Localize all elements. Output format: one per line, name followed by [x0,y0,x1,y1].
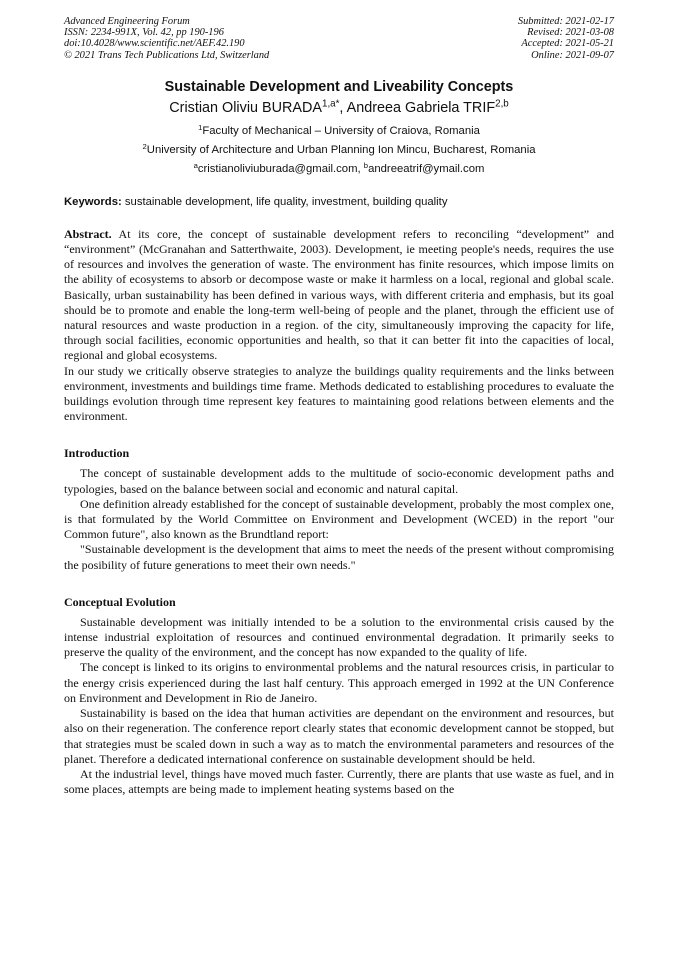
email-line [64,160,614,175]
author-name-2: Andreea Gabriela TRIF [346,99,496,116]
paper-title: Sustainable Development and Liveability Concepts [164,78,514,95]
doi-line: doi:10.4028/www.scientific.net/AEF.42.190 [64,38,245,50]
affiliation-sup-1: 1 [198,122,203,132]
affiliation-text-2: University of Architecture and Urban Planning Ion Mincu, Bucharest, Romania [146,143,536,156]
keywords [64,196,614,208]
abstract-label: Abstract. [64,226,112,241]
abstract [64,227,614,425]
email-sup-2: b [363,160,369,170]
intro-paragraph-1: The concept of sustainable development adds to the multitude of socio-economic development paths and typologies, based on the balance between social and economic and natural capital. [64,466,614,496]
email-1: cristianoliviuburada@gmail.com [197,162,358,175]
accepted-date: Accepted: 2021-05-21 [521,38,614,50]
revised-date: Revised: 2021-03-08 [527,27,614,39]
author-name-1: Cristian Oliviu BURADA [169,99,322,116]
journal-info [64,16,269,61]
conceptual-paragraph-3: Sustainability is based on the idea that human activities are dependant on the environment and resources, but also on their regeneration. The conference report clearly states that economic development cannot be stopped, but that strategies must be scaled down in such a way as to match the environmental parameters and resources of the planet. Therefore a dedicated international conference on sustainable development should be held. [64,706,614,766]
abstract-paragraph-1 [64,227,614,364]
intro-paragraph-3: "Sustainable development is the development that aims to meet the needs of the present without compromising the posibility of future generations to meet their own needs." [64,542,614,572]
author-line [64,100,614,116]
submitted-date: Submitted: 2021-02-17 [517,16,614,27]
submission-dates [518,16,614,61]
author-sup-2: 2,b [495,98,509,110]
conceptual-paragraph-1: Sustainable development was initially intended to be a solution to the environmental crisis caused by the intense industrial exploitation of resources and continued environmental degradation. It primarily seeks to preserve the quality of the environment, and the concept has now expanded to the quality of life. [64,614,614,660]
email-separator: , [357,162,364,175]
keywords-text: sustainable development, life quality, investment, building quality [124,195,448,208]
conceptual-paragraph-4: At the industrial level, things have moved much faster. Currently, there are plants that use waste as fuel, and in some places, attempts are being made to implement heating systems based on the [64,766,614,797]
introduction-heading: Introduction [64,446,130,461]
issn-line: ISSN: 2234-991X, Vol. 42, pp 190-196 [64,27,224,39]
email-2: andreeatrif@ymail.com [368,162,485,175]
online-date: Online: 2021-09-07 [531,49,614,61]
affiliation-sup-2: 2 [142,141,147,151]
conceptual-paragraph-2: The concept is linked to its origins to environmental problems and the natural resources crisis, in particular to the energy crisis experienced during the last half century. This approach emerged in 1992 at the UN Conference on Environment and Development in Rio de Janeiro. [64,660,614,705]
abstract-text-1: At its core, the concept of sustainable development refers to reconciling “development” and “environment” (McGranahan and Satterthwaite, 2003). Development, ie meeting people's needs, requires the use of resources and involves the generation of waste. The environment has finite resources, which impose limits on the ability of ecosystems to absorb or decompose waste or make it harmless on a local, regional and global scale. Basically, urban sustainability has been defined in various ways, with different criteria and emphasis, but its goal should be to promote and enable the long-term well-being of people and the planet, through the efficient use of natural resources and waste production in a region. of the city, simultaneously improving the capacity for life, through social facilities, economic opportunities and health, so that it can better fit into the capacities of local, regional and global ecosystems. [64,226,614,363]
journal-header [64,16,614,61]
abstract-paragraph-2: In our study we critically observe strategies to analyze the buildings quality requirements and the links between environment, investments and buildings time frame. Methods dedicated to establishing procedures to evaluate the buildings evolution through time represent key features to maintaining good relations between elements and the environment. [64,363,614,424]
author-separator: , [339,99,347,116]
affiliation-2 [64,141,614,156]
affiliation-text-1: Faculty of Mechanical – University of Craiova, Romania [202,124,480,137]
journal-name: Advanced Engineering Forum [64,16,190,27]
author-sup-1: 1,a* [322,98,340,110]
conceptual-evolution-heading: Conceptual Evolution [64,594,176,609]
copyright-line: © 2021 Trans Tech Publications Ltd, Switzerland [64,49,270,61]
intro-paragraph-2: One definition already established for the concept of sustainable development, probably the most complex one, is that formulated by the World Committee on Environment and Development (WCED) in the report "our Common future", also known as the Brundtland report: [64,496,614,542]
affiliation-1 [64,122,614,137]
email-sup-1: a [193,160,198,170]
keywords-label: Keywords: [64,195,122,208]
